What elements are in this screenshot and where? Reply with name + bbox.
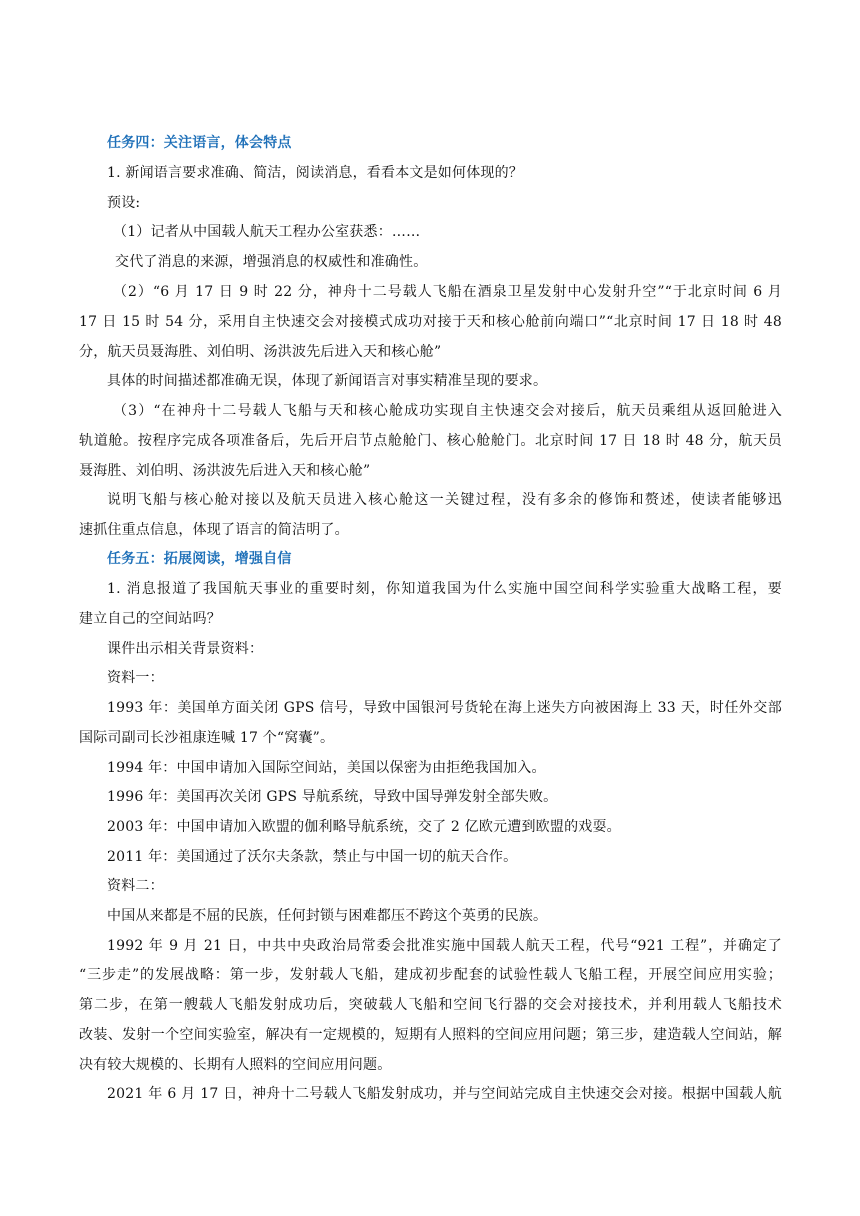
- example-1-note: 交代了消息的来源，增强消息的权威性和准确性。: [115, 254, 428, 270]
- task5-question-1-line-1: 1. 消息报道了我国航天事业的重要时刻，你知道我国为什么实施中国空间科学实验重大战略工程，要: [107, 581, 782, 597]
- material-2-title: 资料二：: [107, 878, 164, 894]
- material-1-1993-line-1: 1993 年：美国单方面关闭 GPS 信号，导致中国银河号货轮在海上迷失方向被困海上 33 天，时任外交部: [107, 700, 782, 716]
- material-1-1993-line-2: 国际司副司长沙祖康连喊 17 个“窝囊”。: [79, 730, 335, 746]
- example-3-note-line-1: 说明飞船与核心舱对接以及航天员进入核心舱这一关键过程，没有多余的修饰和赘述，使读者能够迅: [107, 492, 782, 508]
- material-2-1992-line-4: 改装、发射一个空间实验室，解决有一定规模的，短期有人照料的空间应用问题；第三步，建造载人空间站，解: [79, 1027, 782, 1043]
- example-2-line-2: 17 日 15 时 54 分，采用自主快速交会对接模式成功对接于天和核心舱前向端口”“北京时间 17 日 18 时 48: [79, 314, 782, 330]
- material-2-2021-line-1: 2021 年 6 月 17 日，神舟十二号载人飞船发射成功，并与空间站完成自主快速交会对接。根据中国载人航: [107, 1086, 782, 1102]
- task4-heading: 任务四：关注语言，体会特点: [107, 135, 292, 151]
- material-2-1992-line-1: 1992 年 9 月 21 日，中共中央政治局常委会批准实施中国载人航天工程，代号“921 工程”，并确定了: [107, 938, 782, 954]
- example-2-line-3: 分，航天员聂海胜、刘伯明、汤洪波先后进入天和核心舱”: [79, 344, 442, 360]
- example-3-line-3: 聂海胜、刘伯明、汤洪波先后进入天和核心舱”: [79, 463, 371, 479]
- material-1-title: 资料一：: [107, 670, 164, 686]
- material-1-2011: 2011 年：美国通过了沃尔夫条款，禁止与中国一切的航天合作。: [107, 849, 518, 865]
- material-2-intro: 中国从来都是不屈的民族，任何封锁与困难都压不跨这个英勇的民族。: [107, 908, 548, 924]
- example-3-note-line-2: 速抓住重点信息，体现了语言的简洁明了。: [79, 522, 349, 538]
- example-2-note: 具体的时间描述都准确无误，体现了新闻语言对事实精准呈现的要求。: [107, 373, 548, 389]
- courseware-label: 课件出示相关背景资料：: [107, 641, 264, 657]
- example-2-line-1: （2）“6 月 17 日 9 时 22 分，神舟十二号载人飞船在酒泉卫星发射中心发射升空”“于北京时间 6 月: [113, 284, 782, 300]
- task5-question-1-line-2: 建立自己的空间站吗？: [79, 611, 221, 627]
- material-2-1992-line-5: 决有较大规模的、长期有人照料的空间应用问题。: [79, 1057, 392, 1073]
- material-1-1996: 1996 年：美国再次关闭 GPS 导航系统，导致中国导弹发射全部失败。: [107, 789, 558, 805]
- example-3-line-1: （3）“在神舟十二号载人飞船与天和核心舱成功实现自主快速交会对接后，航天员乘组从返回舱进入: [113, 403, 782, 419]
- material-1-1994: 1994 年：中国申请加入国际空间站，美国以保密为由拒绝我国加入。: [107, 760, 546, 776]
- example-1: （1）记者从中国载人航天工程办公室获悉：……: [113, 224, 421, 240]
- task4-question-1: 1. 新闻语言要求准确、简洁，阅读消息，看看本文是如何体现的？: [107, 165, 524, 181]
- material-2-1992-line-3: 第二步，在第一艘载人飞船发射成功后，突破载人飞船和空间飞行器的交会对接技术，并利用载人飞船技术: [79, 997, 782, 1013]
- task5-heading: 任务五：拓展阅读，增强自信: [107, 551, 292, 567]
- material-1-2003: 2003 年：中国申请加入欧盟的伽利略导航系统，交了 2 亿欧元遭到欧盟的戏耍。: [107, 819, 621, 835]
- example-3-line-2: 轨道舱。按程序完成各项准备后，先后开启节点舱舱门、核心舱舱门。北京时间 17 日 18 时 48 分，航天员: [79, 433, 782, 449]
- preset-label: 预设:: [107, 195, 141, 211]
- material-2-1992-line-2: “三步走”的发展战略：第一步，发射载人飞船，建成初步配套的试验性载人飞船工程，开展空间应用实验；: [79, 967, 782, 983]
